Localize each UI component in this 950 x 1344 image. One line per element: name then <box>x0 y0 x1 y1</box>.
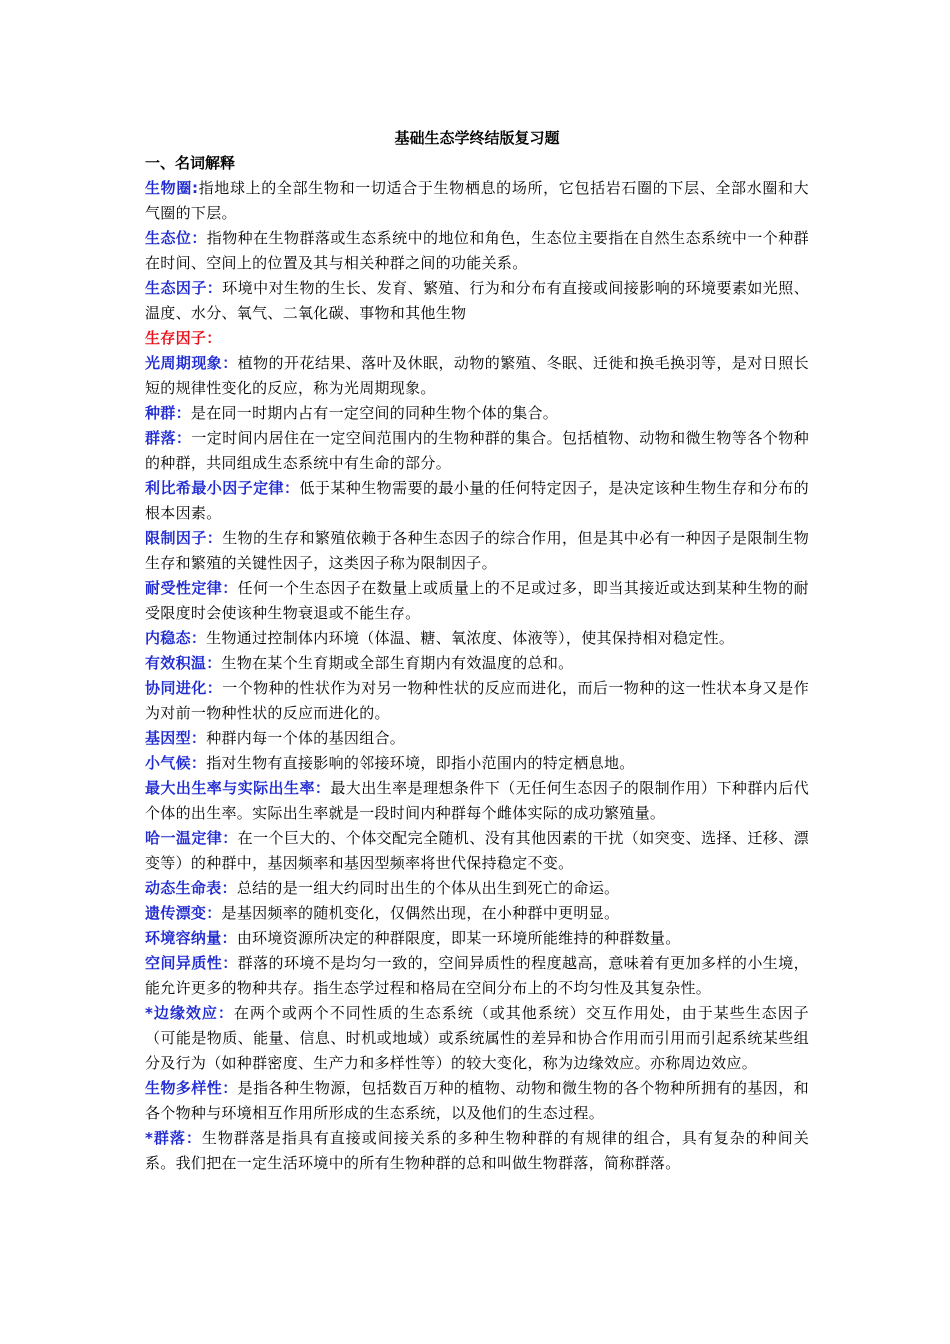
glossary-entry <box>145 401 809 426</box>
glossary-term: 种群： <box>145 404 191 422</box>
glossary-term: 空间异质性： <box>145 954 238 972</box>
glossary-term: 利比希最小因子定律： <box>145 479 300 497</box>
glossary-term: *边缘效应： <box>145 1004 234 1022</box>
glossary-term: 小气候： <box>145 754 207 772</box>
glossary-entry <box>145 726 809 751</box>
glossary-entry <box>145 1001 809 1076</box>
glossary-term: 生态因子： <box>145 279 223 297</box>
glossary-definition: 由环境资源所决定的种群限度，即某一环境所能维持的种群数量。 <box>236 929 681 947</box>
document-title: 基础生态学终结版复习题 <box>394 129 560 147</box>
glossary-entry <box>145 326 809 351</box>
glossary-entry <box>145 576 809 626</box>
glossary-definition: 一个物种的性状作为对另一物种性状的反应而进化，而后一物种的这一性状本身又是作为对前一物种性状的反应而进化的。 <box>145 679 809 722</box>
glossary-definition: 植物的开花结果、落叶及休眠，动物的繁殖、冬眠、迁徙和换毛换羽等，是对日照长短的规律性变化的反应，称为光周期现象。 <box>145 354 809 397</box>
glossary-entry <box>145 351 809 401</box>
glossary-definition: 总结的是一组大约同时出生的个体从出生到死亡的命运。 <box>236 879 620 897</box>
glossary-term: 限制因子： <box>145 529 223 547</box>
glossary-definition: 生物通过控制体内环境（体温、糖、氧浓度、体液等），使其保持相对稳定性。 <box>206 629 735 647</box>
glossary-definition: 是指各种生物源，包括数百万种的植物、动物和微生物的各个物种所拥有的基因，和各个物种与环境相互作用所形成的生态系统，以及他们的生态过程。 <box>145 1079 809 1122</box>
glossary-term: 协同进化： <box>145 679 223 697</box>
glossary-entry <box>145 626 809 651</box>
glossary-term: 基因型： <box>145 729 207 747</box>
glossary-entry <box>145 226 809 276</box>
glossary-term: 生物多样性： <box>145 1079 238 1097</box>
glossary-term: 哈一温定律： <box>145 829 238 847</box>
glossary-definition: 是在同一时期内占有一定空间的同种生物个体的集合。 <box>190 404 559 422</box>
glossary-term: 最大出生率与实际出生率： <box>145 779 331 797</box>
glossary-term: 生物圈: <box>145 179 199 197</box>
glossary-definition: 环境中对生物的生长、发育、繁殖、行为和分布有直接或间接影响的环境要素如光照、温度、水分、氧气、二氧化碳、事物和其他生物 <box>145 279 809 322</box>
glossary-entry <box>145 676 809 726</box>
section-heading: 一、名词解释 <box>145 154 236 172</box>
glossary-term: 光周期现象： <box>145 354 238 372</box>
glossary-definition: 指地球上的全部生物和一切适合于生物栖息的场所，它包括岩石圈的下层、全部水圈和大气圈的下层。 <box>145 179 809 222</box>
glossary-definition: 群落的环境不是均匀一致的，空间异质性的程度越高，意味着有更加多样的小生境，能允许更多的物种共存。指生态学过程和格局在空间分布上的不均匀性及其复杂性。 <box>145 954 809 997</box>
glossary-entry <box>145 826 809 876</box>
glossary-term: 有效积温： <box>145 654 222 672</box>
glossary-definition: 在两个或两个不同性质的生态系统（或其他系统）交互作用处，由于某些生态因子（可能是物质、能量、信息、时机或地域）或系统属性的差异和协合作用而引用而引起系统某些组分及行为（如种群密度、生产力和多样性等）的较大变化，称为边缘效应。亦称周边效应。 <box>145 1004 809 1072</box>
glossary-term-highlighted: 生存因子： <box>145 329 222 347</box>
glossary-entry <box>145 926 809 951</box>
glossary-entry <box>145 476 809 526</box>
glossary-definition: 一定时间内居住在一定空间范围内的生物种群的集合。包括植物、动物和微生物等各个物种的种群，共同组成生态系统中有生命的部分。 <box>145 429 809 472</box>
glossary-definition: 指物种在生物群落或生态系统中的地位和角色，生态位主要指在自然生态系统中一个种群在时间、空间上的位置及其与相关种群之间的功能关系。 <box>145 229 809 272</box>
glossary-definition: 低于某种生物需要的最小量的任何特定因子，是决定该种生物生存和分布的根本因素。 <box>145 479 809 522</box>
glossary-entry <box>145 951 809 1001</box>
glossary-definition: 最大出生率是理想条件下（无任何生态因子的限制作用）下种群内后代个体的出生率。实际出生率就是一段时间内种群每个雌体实际的成功繁殖量。 <box>145 779 809 822</box>
glossary-entry <box>145 1076 809 1126</box>
glossary-definition: 生物在某个生育期或全部生育期内有效温度的总和。 <box>221 654 574 672</box>
glossary-term: 动态生命表： <box>145 879 237 897</box>
glossary-term: 内稳态： <box>145 629 207 647</box>
glossary-definition: 指对生物有直接影响的邻接环境，即指小范围内的特定栖息地。 <box>206 754 635 772</box>
document-page <box>145 125 809 1176</box>
glossary-entry <box>145 176 809 226</box>
glossary-entry <box>145 426 809 476</box>
glossary-entry <box>145 776 809 826</box>
glossary-definition: 在一个巨大的、个体交配完全随机、没有其他因素的干扰（如突变、选择、迁移、漂变等）的种群中，基因频率和基因型频率将世代保持稳定不变。 <box>145 829 809 872</box>
glossary-term: 环境容纳量： <box>145 929 237 947</box>
glossary-term: 群落： <box>145 429 192 447</box>
glossary-definition: 任何一个生态因子在数量上或质量上的不足或过多，即当其接近或达到某种生物的耐受限度时会使该种生物衰退或不能生存。 <box>145 579 809 622</box>
glossary-term: 耐受性定律： <box>145 579 238 597</box>
glossary-definition: 种群内每一个体的基因组合。 <box>206 729 406 747</box>
glossary-entry <box>145 751 809 776</box>
glossary-entry <box>145 876 809 901</box>
glossary-entry <box>145 651 809 676</box>
glossary-term: 遗传漂变： <box>145 904 222 922</box>
glossary-definition: 是基因频率的随机变化，仅偶然出现，在小种群中更明显。 <box>221 904 620 922</box>
glossary-definition: 生物的生存和繁殖依赖于各种生态因子的综合作用，但是其中必有一种因子是限制生物生存和繁殖的关键性因子，这类因子称为限制因子。 <box>145 529 809 572</box>
glossary-entry <box>145 526 809 576</box>
glossary-term: *群落： <box>145 1129 202 1147</box>
glossary-entry <box>145 1126 809 1176</box>
glossary-definition: 生物群落是指具有直接或间接关系的多种生物种群的有规律的组合，具有复杂的种间关系。我们把在一定生活环境中的所有生物种群的总和叫做生物群落，简称群落。 <box>145 1129 810 1172</box>
glossary-entry <box>145 901 809 926</box>
glossary-term: 生态位： <box>145 229 207 247</box>
glossary-entry <box>145 276 809 326</box>
